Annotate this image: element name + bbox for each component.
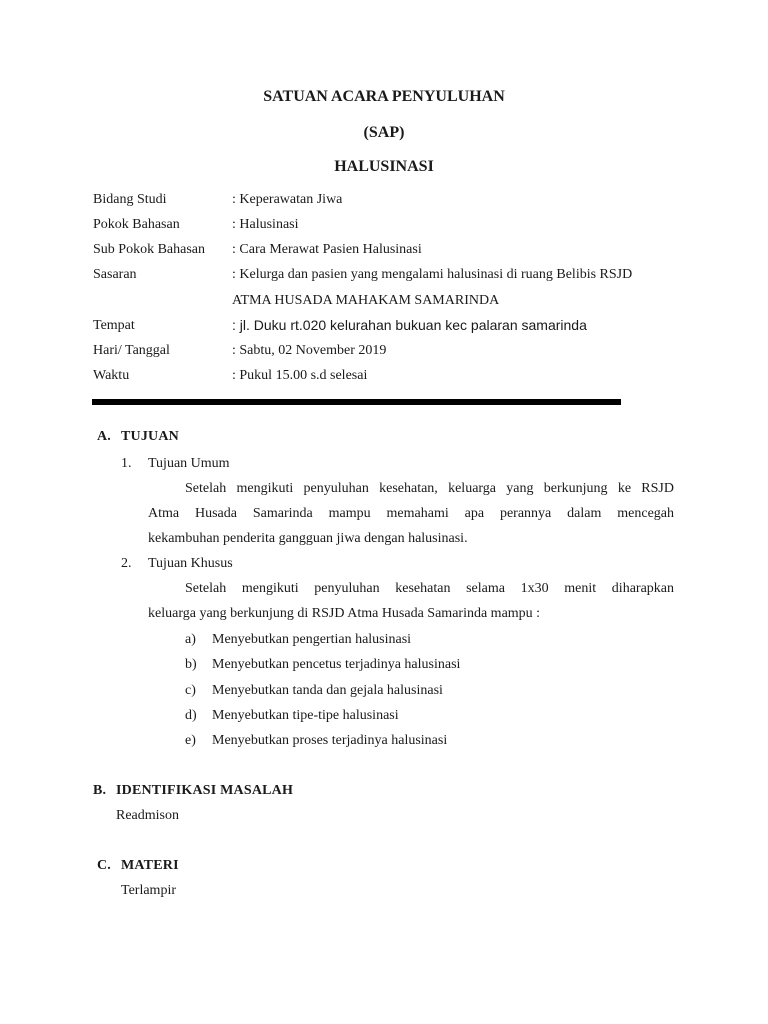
subitem-a-text: Menyebutkan pengertian halusinasi [212,632,412,647]
tujuan-khusus-paragraph-line2: keluarga yang berkunjung di RSJD Atma Husada Samarinda mampu : [148,606,541,621]
section-c-letter: C. [97,858,112,873]
section-c-body: Terlampir [121,883,176,898]
section-a-title: TUJUAN [121,429,179,444]
tujuan-khusus-number: 2. [121,556,132,571]
tempat-label: Tempat [93,318,135,333]
tempat-value: : jl. Duku rt.020 kelurahan bukuan kec palaran samarinda [232,317,587,333]
doc-title: SATUAN ACARA PENYULUHAN [263,88,505,105]
tujuan-khusus-paragraph-line1: Setelah mengikuti penyuluhan kesehatan selama 1x30 menit diharapkan [185,581,674,596]
hari-tanggal-label: Hari/ Tanggal [93,343,170,358]
bidang-studi-label: Bidang Studi [93,192,167,207]
tujuan-khusus-title: Tujuan Khusus [148,556,233,571]
subitem-b-text: Menyebutkan pencetus terjadinya halusinasi [212,657,461,672]
waktu-value: : Pukul 15.00 s.d selesai [232,368,368,383]
sasaran-value-line1: : Kelurga dan pasien yang mengalami halusinasi di ruang Belibis RSJD [232,267,633,282]
sasaran-value-line2: ATMA HUSADA MAHAKAM SAMARINDA [232,293,500,308]
sub-pokok-bahasan-value: : Cara Merawat Pasien Halusinasi [232,242,422,257]
tujuan-umum-title: Tujuan Umum [148,456,230,471]
subitem-d-letter: d) [185,708,197,723]
pokok-bahasan-label: Pokok Bahasan [93,217,180,232]
subitem-b-letter: b) [185,657,197,672]
subitem-e-letter: e) [185,733,196,748]
section-c-title: MATERI [121,858,179,873]
tujuan-umum-number: 1. [121,456,132,471]
hari-tanggal-value: : Sabtu, 02 November 2019 [232,343,387,358]
waktu-label: Waktu [93,368,130,383]
section-b-letter: B. [93,783,107,798]
subitem-c-text: Menyebutkan tanda dan gejala halusinasi [212,683,443,698]
horizontal-divider [92,399,621,405]
subitem-a-letter: a) [185,632,196,647]
section-b-body: Readmison [116,808,179,823]
section-b-title: IDENTIFIKASI MASALAH [116,783,294,798]
doc-subtitle-sap: (SAP) [363,124,405,141]
tujuan-umum-paragraph-line3: kekambuhan penderita gangguan jiwa dengan halusinasi. [148,531,468,546]
section-a-letter: A. [97,429,112,444]
pokok-bahasan-value: : Halusinasi [232,217,299,232]
tujuan-umum-paragraph-line1: Setelah mengikuti penyuluhan kesehatan, keluarga yang berkunjung ke RSJD [185,481,674,496]
tujuan-umum-paragraph-line2: Atma Husada Samarinda mampu memahami apa perannya dalam mencegah [148,506,674,521]
bidang-studi-value: : Keperawatan Jiwa [232,192,343,207]
subitem-e-text: Menyebutkan proses terjadinya halusinasi [212,733,448,748]
subitem-c-letter: c) [185,683,196,698]
sub-pokok-bahasan-label: Sub Pokok Bahasan [93,242,205,257]
doc-topic: HALUSINASI [334,158,434,175]
sasaran-label: Sasaran [93,267,137,282]
subitem-d-text: Menyebutkan tipe-tipe halusinasi [212,708,399,723]
